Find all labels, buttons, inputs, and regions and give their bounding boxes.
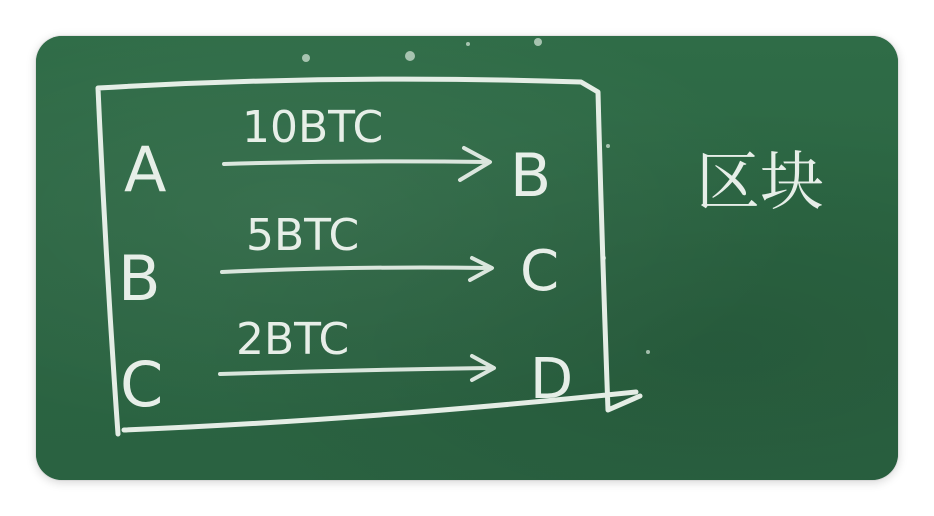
row2-arrow	[222, 258, 492, 280]
row2-to: C	[520, 239, 560, 304]
row1-from: A	[124, 133, 167, 206]
row1-to: B	[510, 141, 552, 211]
screenshot-frame	[36, 36, 898, 480]
chalk-drawing	[36, 36, 898, 480]
row1-amount: 10BTC	[242, 102, 384, 153]
side-note: 区块	[696, 146, 824, 220]
chalkboard	[36, 36, 898, 480]
row3-from: C	[120, 348, 164, 421]
row2-from: B	[118, 242, 161, 315]
row3-to: D	[530, 347, 574, 412]
row3-amount: 2BTC	[236, 314, 350, 365]
row2-amount: 5BTC	[246, 210, 360, 261]
